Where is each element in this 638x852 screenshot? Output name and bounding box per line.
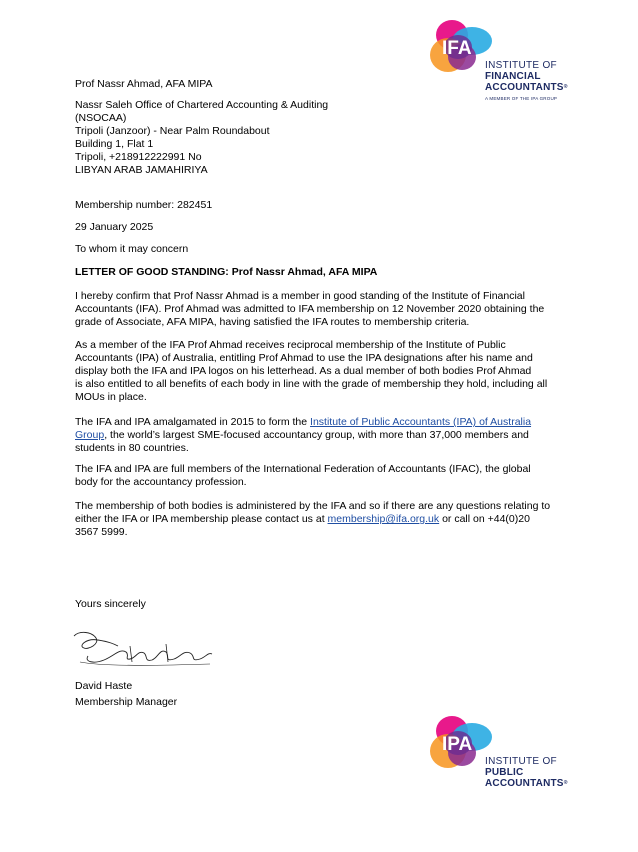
paragraph-line: MOUs in place. bbox=[75, 391, 147, 403]
ifa-registered-mark: ® bbox=[563, 84, 568, 90]
ipa-group-link[interactable]: Institute of Public Accountants (IPA) of Australia bbox=[310, 416, 532, 428]
ifa-logo bbox=[428, 17, 578, 107]
paragraph-line: Accountants (IPA) of Australia, entitling Prof Ahmad to use the IPA designations after his name and bbox=[75, 352, 533, 364]
ifa-logo-letters: IFA bbox=[442, 38, 472, 59]
address-line: Nassr Saleh Office of Chartered Accounting & Auditing bbox=[75, 99, 329, 111]
handwritten-signature bbox=[70, 626, 215, 668]
paragraph-contact bbox=[75, 500, 575, 539]
ifa-member-tagline: A MEMBER OF THE IPA GROUP bbox=[485, 96, 558, 101]
membership-number: Membership number: 282451 bbox=[75, 199, 213, 211]
letter-date: 29 January 2025 bbox=[75, 221, 154, 233]
recipient-address bbox=[75, 99, 328, 177]
ipa-logo bbox=[428, 713, 578, 798]
paragraph-line: is also entitled to all benefits of each body in line with the grade of membership they hold, including all bbox=[75, 378, 548, 390]
ipa-org-line1: INSTITUTE OF bbox=[485, 756, 557, 767]
paragraph-reciprocal-membership bbox=[75, 339, 575, 404]
paragraph-line: students in 80 countries. bbox=[75, 442, 189, 454]
paragraph-text: The IFA and IPA amalgamated in 2015 to form the bbox=[75, 416, 311, 428]
signatory bbox=[75, 680, 177, 709]
ifa-org-line3: ACCOUNTANTS bbox=[485, 82, 564, 93]
paragraph-amalgamation bbox=[75, 416, 575, 455]
paragraph-confirmation bbox=[75, 290, 575, 329]
ipa-org-name bbox=[485, 756, 568, 789]
address-line: Tripoli (Janzoor) - Near Palm Roundabout bbox=[75, 125, 270, 137]
ipa-org-line3: ACCOUNTANTS bbox=[485, 778, 564, 789]
ipa-group-link-continued[interactable]: Group bbox=[75, 429, 105, 441]
ipa-org-line2: PUBLIC bbox=[485, 767, 524, 778]
ifa-org-name bbox=[485, 60, 568, 101]
signatory-name: David Haste bbox=[75, 680, 133, 692]
ipa-registered-mark: ® bbox=[563, 780, 568, 786]
paragraph-line: 3567 5999. bbox=[75, 526, 128, 538]
ifa-org-line2: FINANCIAL bbox=[485, 71, 541, 82]
closing: Yours sincerely bbox=[75, 598, 146, 610]
paragraph-ifac bbox=[75, 463, 575, 489]
ifa-org-line1: INSTITUTE OF bbox=[485, 60, 557, 71]
recipient-name: Prof Nassr Ahmad, AFA MIPA bbox=[75, 78, 213, 90]
paragraph-text: or call on +44(0)20 bbox=[439, 513, 530, 525]
ipa-logo-letters: IPA bbox=[442, 734, 473, 755]
paragraph-line: Accountants (IFA). Prof Ahmad was admitted to IFA membership on 12 November 2020 obtaining the bbox=[75, 303, 545, 315]
membership-email-link[interactable]: membership@ifa.org.uk bbox=[327, 513, 440, 525]
address-line: LIBYAN ARAB JAMAHIRIYA bbox=[75, 164, 208, 176]
address-line: (NSOCAA) bbox=[75, 112, 127, 124]
paragraph-line: As a member of the IFA Prof Ahmad receives reciprocal membership of the Institute of Public bbox=[75, 339, 506, 351]
paragraph-text: , the world’s largest SME-focused accountancy group, with more than 37,000 members and bbox=[104, 429, 529, 441]
paragraph-line: I hereby confirm that Prof Nassr Ahmad is a member in good standing of the Institute of Financial bbox=[75, 290, 525, 302]
signatory-title: Membership Manager bbox=[75, 696, 178, 708]
address-line: Tripoli, +218912222991 No bbox=[75, 151, 202, 163]
paragraph-line: grade of Associate, AFA MIPA, having satisfied the IFA routes to membership criteria. bbox=[75, 316, 470, 328]
address-line: Building 1, Flat 1 bbox=[75, 138, 154, 150]
paragraph-line: The IFA and IPA are full members of the International Federation of Accountants (IFAC), the global bbox=[75, 463, 531, 475]
salutation: To whom it may concern bbox=[75, 243, 189, 255]
letter-subject: LETTER OF GOOD STANDING: Prof Nassr Ahmad, AFA MIPA bbox=[75, 266, 378, 278]
paragraph-text: either the IFA or IPA membership please contact us at bbox=[75, 513, 328, 525]
paragraph-line: body for the accountancy profession. bbox=[75, 476, 247, 488]
paragraph-line: The membership of both bodies is administered by the IFA and so if there are any questions relating to bbox=[75, 500, 551, 512]
paragraph-line: display both the IFA and IPA logos on his letterhead. As a dual member of both bodies Prof Ahmad bbox=[75, 365, 532, 377]
